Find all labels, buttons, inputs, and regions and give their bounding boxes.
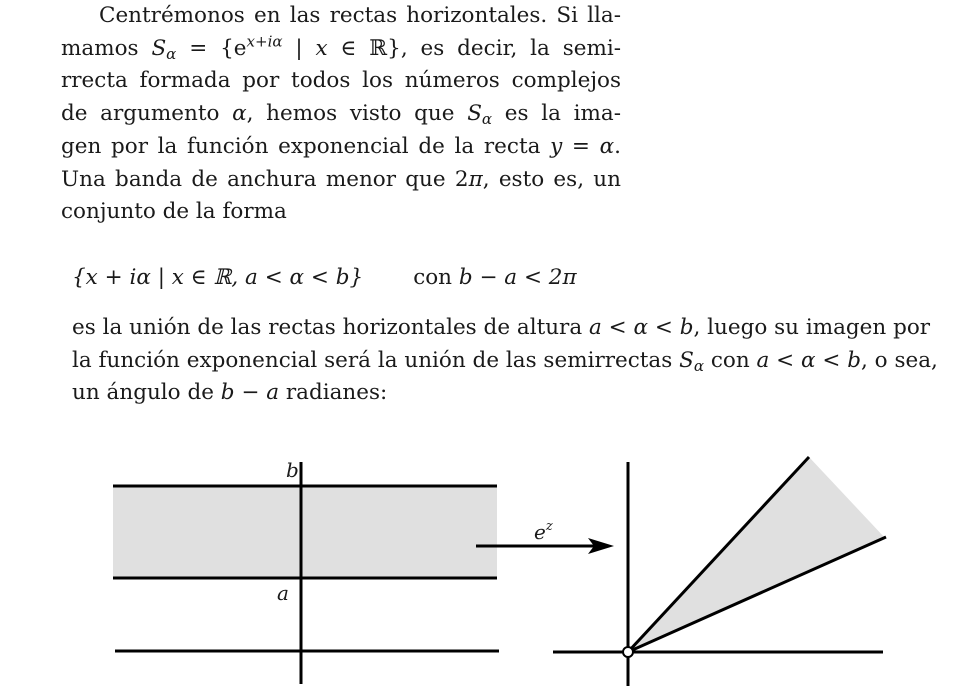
formula-connector: con	[413, 265, 459, 290]
text-line: rrecta formada por todos los números complejos	[61, 68, 621, 94]
mapping-label: $e^z$	[534, 519, 553, 544]
text-line: la función exponencial será la unión de las semirrectas $S_\alpha$ con a < α < b, o sea,	[72, 347, 938, 375]
origin-point	[623, 647, 633, 657]
paragraph-explanation	[72, 312, 942, 410]
text-line: gen por la función exponencial de la recta y = α.	[61, 133, 621, 159]
text-line: conjunto de la forma	[61, 199, 287, 225]
text-line: Una banda de anchura menor que 2π, esto es, un	[61, 166, 621, 192]
label-b: b	[286, 458, 299, 482]
exponential-map-figure	[0, 440, 980, 700]
text-line: es la unión de las rectas horizontales de altura a < α < b, luego su imagen por	[72, 315, 931, 340]
horizontal-band	[113, 486, 497, 578]
text-line: Centrémonos en las rectas horizontales. Si lla-	[99, 3, 621, 28]
label-a: a	[277, 581, 289, 605]
text-line: un ángulo de b − a radianes:	[72, 380, 388, 406]
formula-condition: b − a < 2π	[458, 265, 577, 290]
display-formula	[72, 262, 577, 294]
math-symbol: S	[151, 35, 167, 61]
formula-set: {x + iα | x ∈ ℝ, a < α < b}	[72, 265, 364, 290]
text-line: de argumento α, hemos visto que $S_\alpha$ es la ima-	[61, 101, 621, 128]
text-line: mamos $S_\alpha = \{e^{x+i\alpha}$ | x ∈ ℝ}, es decir, la semi-	[61, 32, 622, 63]
paragraph-intro	[61, 0, 621, 229]
